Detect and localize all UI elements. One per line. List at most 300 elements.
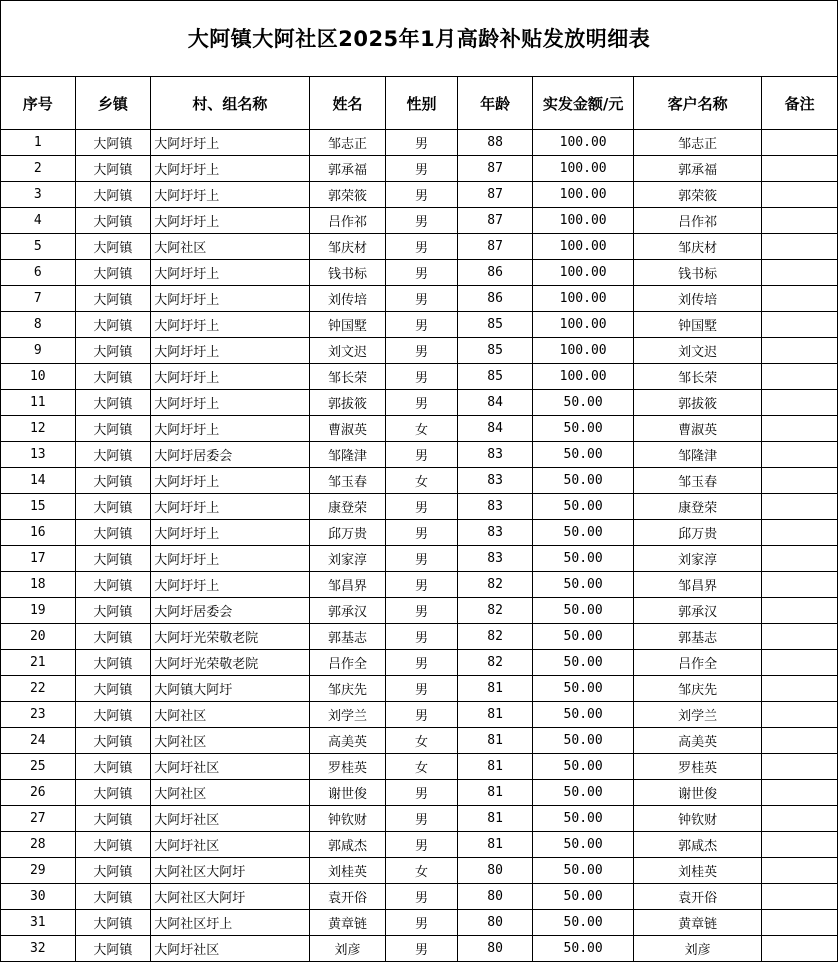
town-cell: 大阿镇: [75, 806, 151, 832]
customer-cell: 刘家淳: [633, 546, 761, 572]
age-cell: 82: [457, 624, 533, 650]
remark-cell: [762, 312, 838, 338]
name-cell: 郭拔筱: [309, 390, 386, 416]
gender-cell: 男: [386, 286, 457, 312]
village-cell: 大阿圩圩上: [151, 156, 309, 182]
amount-cell: 50.00: [533, 650, 633, 676]
table-row: [1, 338, 838, 364]
name-cell: 郭咸杰: [309, 832, 386, 858]
name-cell: 曹淑英: [309, 416, 386, 442]
name-cell: 刘桂英: [309, 858, 386, 884]
amount-cell: 50.00: [533, 728, 633, 754]
index-cell: 1: [1, 130, 76, 156]
remark-cell: [762, 468, 838, 494]
age-cell: 82: [457, 650, 533, 676]
amount-cell: 50.00: [533, 520, 633, 546]
table-row: [1, 832, 838, 858]
index-cell: 9: [1, 338, 76, 364]
remark-cell: [762, 156, 838, 182]
name-cell: 钱书标: [309, 260, 386, 286]
customer-cell: 刘学兰: [633, 702, 761, 728]
name-cell: 谢世俊: [309, 780, 386, 806]
table-row: [1, 494, 838, 520]
town-cell: 大阿镇: [75, 494, 151, 520]
customer-cell: 刘彦: [633, 936, 761, 962]
index-cell: 17: [1, 546, 76, 572]
village-cell: 大阿社区大阿圩: [151, 884, 309, 910]
customer-cell: 郭承汉: [633, 598, 761, 624]
index-cell: 23: [1, 702, 76, 728]
index-cell: 10: [1, 364, 76, 390]
village-cell: 大阿圩社区: [151, 832, 309, 858]
town-cell: 大阿镇: [75, 728, 151, 754]
table-row: [1, 208, 838, 234]
age-cell: 83: [457, 494, 533, 520]
table-row: [1, 624, 838, 650]
customer-cell: 高美英: [633, 728, 761, 754]
header-village-group: 村、组名称: [151, 77, 309, 130]
amount-cell: 50.00: [533, 390, 633, 416]
table-row: [1, 312, 838, 338]
index-cell: 29: [1, 858, 76, 884]
header-amount: 实发金额/元: [533, 77, 633, 130]
remark-cell: [762, 572, 838, 598]
table-row: [1, 936, 838, 962]
gender-cell: 男: [386, 780, 457, 806]
customer-cell: 袁开俗: [633, 884, 761, 910]
name-cell: 罗桂英: [309, 754, 386, 780]
age-cell: 80: [457, 858, 533, 884]
table-row: [1, 858, 838, 884]
age-cell: 87: [457, 156, 533, 182]
amount-cell: 50.00: [533, 936, 633, 962]
table-row: [1, 390, 838, 416]
remark-cell: [762, 910, 838, 936]
age-cell: 81: [457, 728, 533, 754]
gender-cell: 男: [386, 364, 457, 390]
amount-cell: 100.00: [533, 130, 633, 156]
table-row: [1, 442, 838, 468]
table-row: [1, 884, 838, 910]
age-cell: 81: [457, 754, 533, 780]
gender-cell: 女: [386, 468, 457, 494]
town-cell: 大阿镇: [75, 338, 151, 364]
index-cell: 16: [1, 520, 76, 546]
customer-cell: 黄章链: [633, 910, 761, 936]
table-row: [1, 546, 838, 572]
subsidy-table: [0, 76, 838, 962]
amount-cell: 50.00: [533, 858, 633, 884]
remark-cell: [762, 494, 838, 520]
village-cell: 大阿圩圩上: [151, 208, 309, 234]
remark-cell: [762, 546, 838, 572]
amount-cell: 100.00: [533, 260, 633, 286]
age-cell: 84: [457, 416, 533, 442]
amount-cell: 50.00: [533, 598, 633, 624]
gender-cell: 男: [386, 182, 457, 208]
village-cell: 大阿圩圩上: [151, 520, 309, 546]
age-cell: 87: [457, 182, 533, 208]
village-cell: 大阿社区大阿圩: [151, 858, 309, 884]
amount-cell: 100.00: [533, 338, 633, 364]
index-cell: 31: [1, 910, 76, 936]
town-cell: 大阿镇: [75, 676, 151, 702]
name-cell: 刘文迟: [309, 338, 386, 364]
gender-cell: 男: [386, 572, 457, 598]
customer-cell: 刘传培: [633, 286, 761, 312]
village-cell: 大阿圩圩上: [151, 468, 309, 494]
village-cell: 大阿圩光荣敬老院: [151, 624, 309, 650]
remark-cell: [762, 650, 838, 676]
customer-cell: 邹昌界: [633, 572, 761, 598]
gender-cell: 女: [386, 754, 457, 780]
town-cell: 大阿镇: [75, 598, 151, 624]
customer-cell: 邹隆津: [633, 442, 761, 468]
header-index: 序号: [1, 77, 76, 130]
remark-cell: [762, 754, 838, 780]
index-cell: 21: [1, 650, 76, 676]
remark-cell: [762, 936, 838, 962]
header-age: 年龄: [457, 77, 533, 130]
name-cell: 邹玉春: [309, 468, 386, 494]
age-cell: 82: [457, 572, 533, 598]
customer-cell: 康登荣: [633, 494, 761, 520]
customer-cell: 刘文迟: [633, 338, 761, 364]
sheet-title: 大阿镇大阿社区2025年1月高龄补贴发放明细表: [0, 0, 838, 76]
customer-cell: 郭拔筱: [633, 390, 761, 416]
town-cell: 大阿镇: [75, 624, 151, 650]
amount-cell: 50.00: [533, 754, 633, 780]
remark-cell: [762, 390, 838, 416]
index-cell: 30: [1, 884, 76, 910]
name-cell: 高美英: [309, 728, 386, 754]
table-row: [1, 468, 838, 494]
customer-cell: 邹庆材: [633, 234, 761, 260]
village-cell: 大阿圩圩上: [151, 182, 309, 208]
village-cell: 大阿圩居委会: [151, 598, 309, 624]
name-cell: 邹昌界: [309, 572, 386, 598]
gender-cell: 男: [386, 312, 457, 338]
name-cell: 刘家淳: [309, 546, 386, 572]
amount-cell: 50.00: [533, 806, 633, 832]
age-cell: 80: [457, 936, 533, 962]
remark-cell: [762, 182, 838, 208]
customer-cell: 邹志正: [633, 130, 761, 156]
customer-cell: 钟国墅: [633, 312, 761, 338]
gender-cell: 男: [386, 884, 457, 910]
remark-cell: [762, 780, 838, 806]
remark-cell: [762, 286, 838, 312]
name-cell: 钟国墅: [309, 312, 386, 338]
index-cell: 26: [1, 780, 76, 806]
gender-cell: 男: [386, 676, 457, 702]
customer-cell: 郭基志: [633, 624, 761, 650]
table-row: [1, 702, 838, 728]
village-cell: 大阿圩圩上: [151, 312, 309, 338]
age-cell: 83: [457, 468, 533, 494]
village-cell: 大阿圩圩上: [151, 364, 309, 390]
index-cell: 18: [1, 572, 76, 598]
village-cell: 大阿圩社区: [151, 754, 309, 780]
town-cell: 大阿镇: [75, 364, 151, 390]
table-row: [1, 650, 838, 676]
village-cell: 大阿圩圩上: [151, 130, 309, 156]
index-cell: 24: [1, 728, 76, 754]
remark-cell: [762, 832, 838, 858]
age-cell: 85: [457, 312, 533, 338]
header-remark: 备注: [762, 77, 838, 130]
amount-cell: 50.00: [533, 442, 633, 468]
table-row: [1, 286, 838, 312]
town-cell: 大阿镇: [75, 416, 151, 442]
index-cell: 4: [1, 208, 76, 234]
town-cell: 大阿镇: [75, 702, 151, 728]
gender-cell: 男: [386, 130, 457, 156]
amount-cell: 50.00: [533, 624, 633, 650]
age-cell: 81: [457, 832, 533, 858]
gender-cell: 男: [386, 624, 457, 650]
amount-cell: 50.00: [533, 468, 633, 494]
table-row: [1, 910, 838, 936]
amount-cell: 100.00: [533, 286, 633, 312]
amount-cell: 50.00: [533, 910, 633, 936]
customer-cell: 钟钦财: [633, 806, 761, 832]
age-cell: 81: [457, 780, 533, 806]
index-cell: 27: [1, 806, 76, 832]
town-cell: 大阿镇: [75, 260, 151, 286]
village-cell: 大阿圩圩上: [151, 494, 309, 520]
customer-cell: 郭承福: [633, 156, 761, 182]
customer-cell: 曹淑英: [633, 416, 761, 442]
town-cell: 大阿镇: [75, 234, 151, 260]
town-cell: 大阿镇: [75, 442, 151, 468]
remark-cell: [762, 442, 838, 468]
index-cell: 12: [1, 416, 76, 442]
table-row: [1, 182, 838, 208]
town-cell: 大阿镇: [75, 546, 151, 572]
village-cell: 大阿圩光荣敬老院: [151, 650, 309, 676]
age-cell: 84: [457, 390, 533, 416]
customer-cell: 郭咸杰: [633, 832, 761, 858]
remark-cell: [762, 416, 838, 442]
gender-cell: 男: [386, 520, 457, 546]
village-cell: 大阿圩圩上: [151, 286, 309, 312]
town-cell: 大阿镇: [75, 156, 151, 182]
remark-cell: [762, 208, 838, 234]
name-cell: 吕作全: [309, 650, 386, 676]
index-cell: 14: [1, 468, 76, 494]
village-cell: 大阿社区圩上: [151, 910, 309, 936]
gender-cell: 女: [386, 858, 457, 884]
age-cell: 83: [457, 442, 533, 468]
age-cell: 81: [457, 702, 533, 728]
table-row: [1, 130, 838, 156]
town-cell: 大阿镇: [75, 884, 151, 910]
customer-cell: 邱万贵: [633, 520, 761, 546]
remark-cell: [762, 130, 838, 156]
table-row: [1, 676, 838, 702]
age-cell: 80: [457, 884, 533, 910]
amount-cell: 50.00: [533, 676, 633, 702]
gender-cell: 男: [386, 390, 457, 416]
table-row: [1, 806, 838, 832]
gender-cell: 男: [386, 910, 457, 936]
village-cell: 大阿圩社区: [151, 936, 309, 962]
amount-cell: 100.00: [533, 208, 633, 234]
customer-cell: 郭荣筱: [633, 182, 761, 208]
age-cell: 88: [457, 130, 533, 156]
remark-cell: [762, 598, 838, 624]
table-row: [1, 572, 838, 598]
age-cell: 85: [457, 338, 533, 364]
table-body: [1, 130, 838, 962]
header-town: 乡镇: [75, 77, 151, 130]
town-cell: 大阿镇: [75, 286, 151, 312]
town-cell: 大阿镇: [75, 936, 151, 962]
amount-cell: 100.00: [533, 312, 633, 338]
remark-cell: [762, 624, 838, 650]
age-cell: 83: [457, 546, 533, 572]
remark-cell: [762, 338, 838, 364]
village-cell: 大阿圩圩上: [151, 260, 309, 286]
table-row: [1, 520, 838, 546]
name-cell: 邹长荣: [309, 364, 386, 390]
customer-cell: 钱书标: [633, 260, 761, 286]
village-cell: 大阿社区: [151, 728, 309, 754]
age-cell: 83: [457, 520, 533, 546]
town-cell: 大阿镇: [75, 858, 151, 884]
index-cell: 8: [1, 312, 76, 338]
gender-cell: 男: [386, 598, 457, 624]
age-cell: 82: [457, 598, 533, 624]
name-cell: 邹庆先: [309, 676, 386, 702]
remark-cell: [762, 260, 838, 286]
index-cell: 13: [1, 442, 76, 468]
name-cell: 邹志正: [309, 130, 386, 156]
age-cell: 87: [457, 208, 533, 234]
gender-cell: 男: [386, 208, 457, 234]
town-cell: 大阿镇: [75, 468, 151, 494]
amount-cell: 50.00: [533, 494, 633, 520]
gender-cell: 男: [386, 442, 457, 468]
village-cell: 大阿圩圩上: [151, 390, 309, 416]
age-cell: 86: [457, 286, 533, 312]
remark-cell: [762, 676, 838, 702]
name-cell: 康登荣: [309, 494, 386, 520]
name-cell: 刘彦: [309, 936, 386, 962]
gender-cell: 男: [386, 260, 457, 286]
gender-cell: 男: [386, 702, 457, 728]
gender-cell: 男: [386, 234, 457, 260]
index-cell: 22: [1, 676, 76, 702]
index-cell: 28: [1, 832, 76, 858]
village-cell: 大阿社区: [151, 780, 309, 806]
table-row: [1, 234, 838, 260]
village-cell: 大阿镇大阿圩: [151, 676, 309, 702]
village-cell: 大阿社区: [151, 702, 309, 728]
customer-cell: 邹长荣: [633, 364, 761, 390]
remark-cell: [762, 364, 838, 390]
town-cell: 大阿镇: [75, 182, 151, 208]
index-cell: 15: [1, 494, 76, 520]
amount-cell: 50.00: [533, 572, 633, 598]
customer-cell: 邹玉春: [633, 468, 761, 494]
amount-cell: 50.00: [533, 702, 633, 728]
village-cell: 大阿圩圩上: [151, 416, 309, 442]
header-gender: 性别: [386, 77, 457, 130]
name-cell: 吕作祁: [309, 208, 386, 234]
customer-cell: 谢世俊: [633, 780, 761, 806]
amount-cell: 100.00: [533, 156, 633, 182]
remark-cell: [762, 806, 838, 832]
customer-cell: 吕作祁: [633, 208, 761, 234]
index-cell: 11: [1, 390, 76, 416]
name-cell: 邹隆津: [309, 442, 386, 468]
town-cell: 大阿镇: [75, 390, 151, 416]
name-cell: 钟钦财: [309, 806, 386, 832]
age-cell: 80: [457, 910, 533, 936]
village-cell: 大阿社区: [151, 234, 309, 260]
amount-cell: 50.00: [533, 832, 633, 858]
gender-cell: 男: [386, 832, 457, 858]
index-cell: 20: [1, 624, 76, 650]
table-row: [1, 260, 838, 286]
remark-cell: [762, 234, 838, 260]
remark-cell: [762, 728, 838, 754]
gender-cell: 女: [386, 728, 457, 754]
name-cell: 黄章链: [309, 910, 386, 936]
age-cell: 81: [457, 676, 533, 702]
index-cell: 25: [1, 754, 76, 780]
table-row: [1, 156, 838, 182]
table-row: [1, 598, 838, 624]
table-row: [1, 754, 838, 780]
amount-cell: 50.00: [533, 884, 633, 910]
table-row: [1, 728, 838, 754]
town-cell: 大阿镇: [75, 312, 151, 338]
header-name: 姓名: [309, 77, 386, 130]
village-cell: 大阿圩社区: [151, 806, 309, 832]
town-cell: 大阿镇: [75, 780, 151, 806]
amount-cell: 50.00: [533, 780, 633, 806]
town-cell: 大阿镇: [75, 520, 151, 546]
name-cell: 郭荣筱: [309, 182, 386, 208]
table-row: [1, 780, 838, 806]
age-cell: 81: [457, 806, 533, 832]
gender-cell: 男: [386, 494, 457, 520]
name-cell: 刘传培: [309, 286, 386, 312]
name-cell: 郭基志: [309, 624, 386, 650]
name-cell: 刘学兰: [309, 702, 386, 728]
town-cell: 大阿镇: [75, 910, 151, 936]
index-cell: 5: [1, 234, 76, 260]
index-cell: 7: [1, 286, 76, 312]
town-cell: 大阿镇: [75, 130, 151, 156]
village-cell: 大阿圩居委会: [151, 442, 309, 468]
header-row: [1, 77, 838, 130]
gender-cell: 男: [386, 338, 457, 364]
amount-cell: 50.00: [533, 546, 633, 572]
index-cell: 19: [1, 598, 76, 624]
table-row: [1, 416, 838, 442]
town-cell: 大阿镇: [75, 832, 151, 858]
amount-cell: 100.00: [533, 364, 633, 390]
remark-cell: [762, 858, 838, 884]
index-cell: 2: [1, 156, 76, 182]
header-customer-name: 客户名称: [633, 77, 761, 130]
age-cell: 86: [457, 260, 533, 286]
remark-cell: [762, 702, 838, 728]
